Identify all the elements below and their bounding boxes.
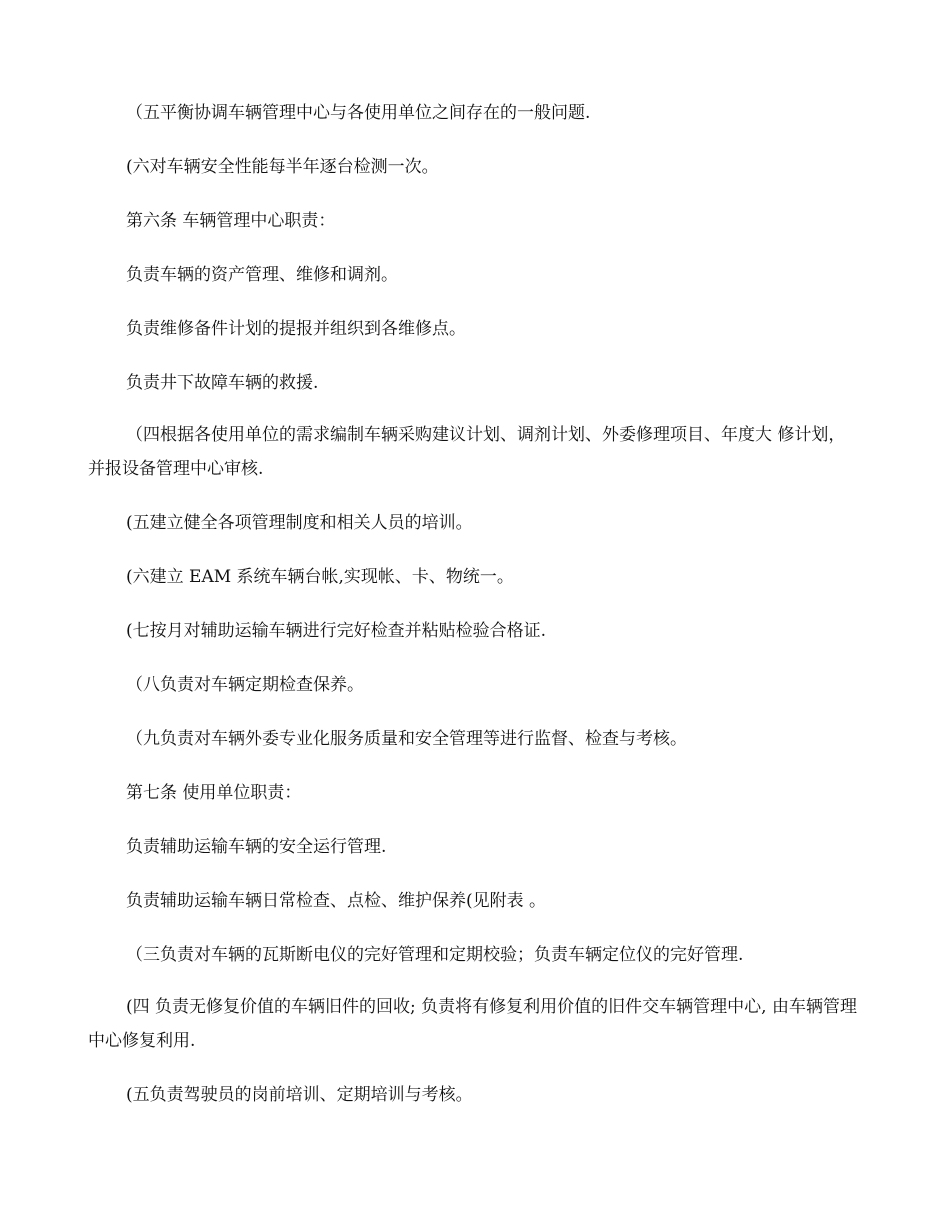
paragraph-spare-parts-plan: 负责维修备件计划的提报并组织到各维修点。 bbox=[126, 319, 466, 339]
paragraph-9-outsourcing-supervision: （九负责对车辆外委专业化服务质量和安全管理等进行监督、检查与考核。 bbox=[126, 729, 687, 749]
paragraph-3-gas-breaker: （三负责对车辆的瓦斯断电仪的完好管理和定期校验；负责车辆定位仪的完好管理. bbox=[126, 945, 744, 965]
paragraph-5-management-system: (五建立健全各项管理制度和相关人员的培训。 bbox=[126, 513, 473, 533]
paragraph-8-periodic-maintenance: （八负责对车辆定期检查保养。 bbox=[126, 675, 364, 695]
article-7-heading: 第七条 使用单位职责： bbox=[126, 783, 302, 803]
paragraph-asset-management: 负责车辆的资产管理、维修和调剂。 bbox=[126, 265, 398, 285]
paragraph-6-safety-inspection: (六对车辆安全性能每半年逐台检测一次。 bbox=[126, 157, 439, 177]
paragraph-daily-inspection: 负责辅助运输车辆日常检查、点检、维护保养(见附表 。 bbox=[126, 891, 547, 911]
paragraph-4-procurement-plan: （四根据各使用单位的需求编制车辆采购建议计划、调剂计划、外委修理项目、年度大 修计划，并报设备管理中心审核. bbox=[88, 425, 846, 479]
paragraph-underground-rescue: 负责井下故障车辆的救援. bbox=[126, 373, 319, 393]
article-6-heading: 第六条 车辆管理中心职责： bbox=[126, 211, 336, 231]
paragraph-6-eam-ledger: (六建立 EAM 系统车辆台帐,实现帐、卡、物统一。 bbox=[126, 567, 514, 587]
paragraph-5-balance-coordination: （五平衡协调车辆管理中心与各使用单位之间存在的一般问题. bbox=[126, 103, 591, 123]
paragraph-5-driver-training: (五负责驾驶员的岗前培训、定期培训与考核。 bbox=[126, 1085, 473, 1105]
paragraph-safe-operation: 负责辅助运输车辆的安全运行管理. bbox=[126, 837, 387, 857]
paragraph-4-old-parts: (四 负责无修复价值的车辆旧件的回收; 负责将有修复利用价值的旧件交车辆管理中心, 由车辆管理中心修复利用. bbox=[88, 997, 857, 1051]
paragraph-7-monthly-inspection: (七按月对辅助运输车辆进行完好检查并粘贴检验合格证. bbox=[126, 621, 547, 641]
